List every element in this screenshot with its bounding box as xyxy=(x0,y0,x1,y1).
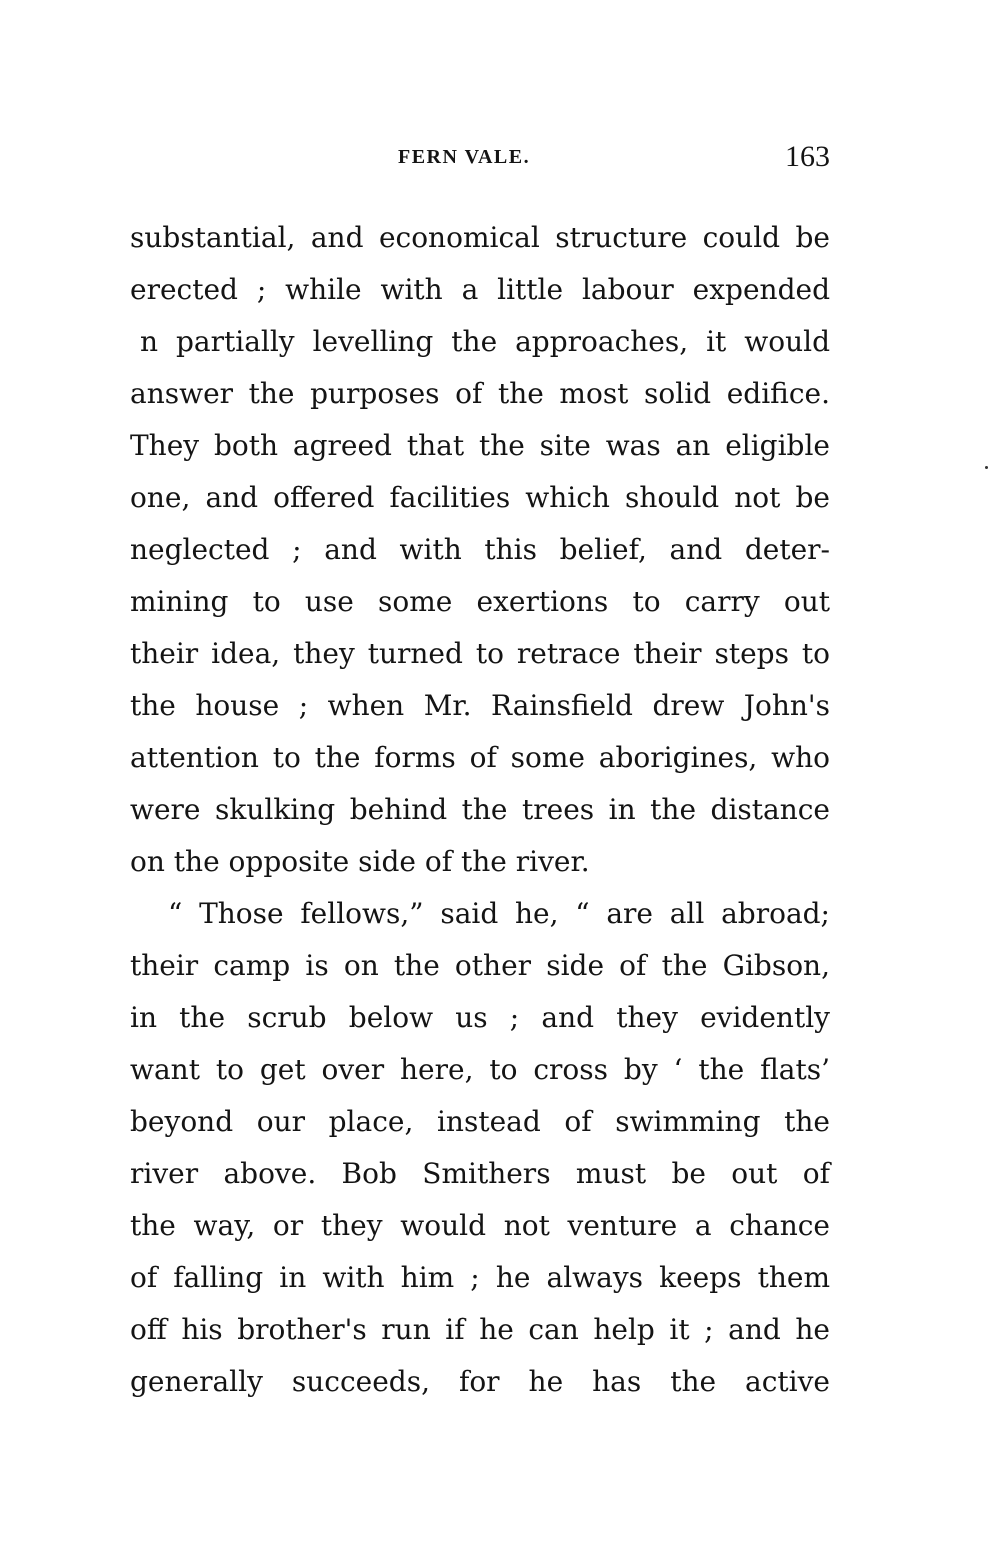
text-line: of falling in with him ; he always keeps them xyxy=(130,1261,830,1294)
body-text xyxy=(130,212,830,1408)
text-line: one, and offered facilities which should not be xyxy=(130,481,830,514)
page-number: 163 xyxy=(785,140,830,173)
text-line: want to get over here, to cross by ‘ the flats’ xyxy=(130,1053,830,1086)
text-line: erected ; while with a little labour expended xyxy=(130,273,830,306)
text-line: mining to use some exertions to carry out xyxy=(130,585,830,618)
text-line: the house ; when Mr. Rainsfield drew John's xyxy=(130,689,830,722)
text-line: beyond our place, instead of swimming the xyxy=(130,1105,830,1138)
text-line: generally succeeds, for he has the active xyxy=(130,1365,830,1398)
text-line: neglected ; and with this belief, and deter- xyxy=(130,533,830,566)
text-line: off his brother's run if he can help it ; and he xyxy=(130,1313,830,1346)
running-head xyxy=(130,140,830,172)
text-line: answer the purposes of the most solid edifice. xyxy=(130,377,830,410)
text-line: were skulking behind the trees in the distance xyxy=(130,793,830,826)
text-line: in the scrub below us ; and they evidently xyxy=(130,1001,830,1034)
text-line: n partially levelling the approaches, it would xyxy=(140,325,830,358)
paragraph-start-line: “ Those fellows,” said he, “ are all abroad; xyxy=(168,897,830,930)
text-line: their idea, they turned to retrace their steps to xyxy=(130,637,830,670)
running-title: FERN VALE. xyxy=(398,146,531,168)
text-line: river above. Bob Smithers must be out of xyxy=(130,1157,830,1190)
text-line: substantial, and economical structure could be xyxy=(130,221,830,254)
text-line: their camp is on the other side of the Gibson, xyxy=(130,949,830,982)
text-line: attention to the forms of some aborigines, who xyxy=(130,741,830,774)
text-line: They both agreed that the site was an eligible xyxy=(130,429,830,462)
text-line: the way, or they would not venture a chance xyxy=(130,1209,830,1242)
ink-speck xyxy=(985,466,988,469)
paragraph-end-line: on the opposite side of the river. xyxy=(130,845,590,878)
